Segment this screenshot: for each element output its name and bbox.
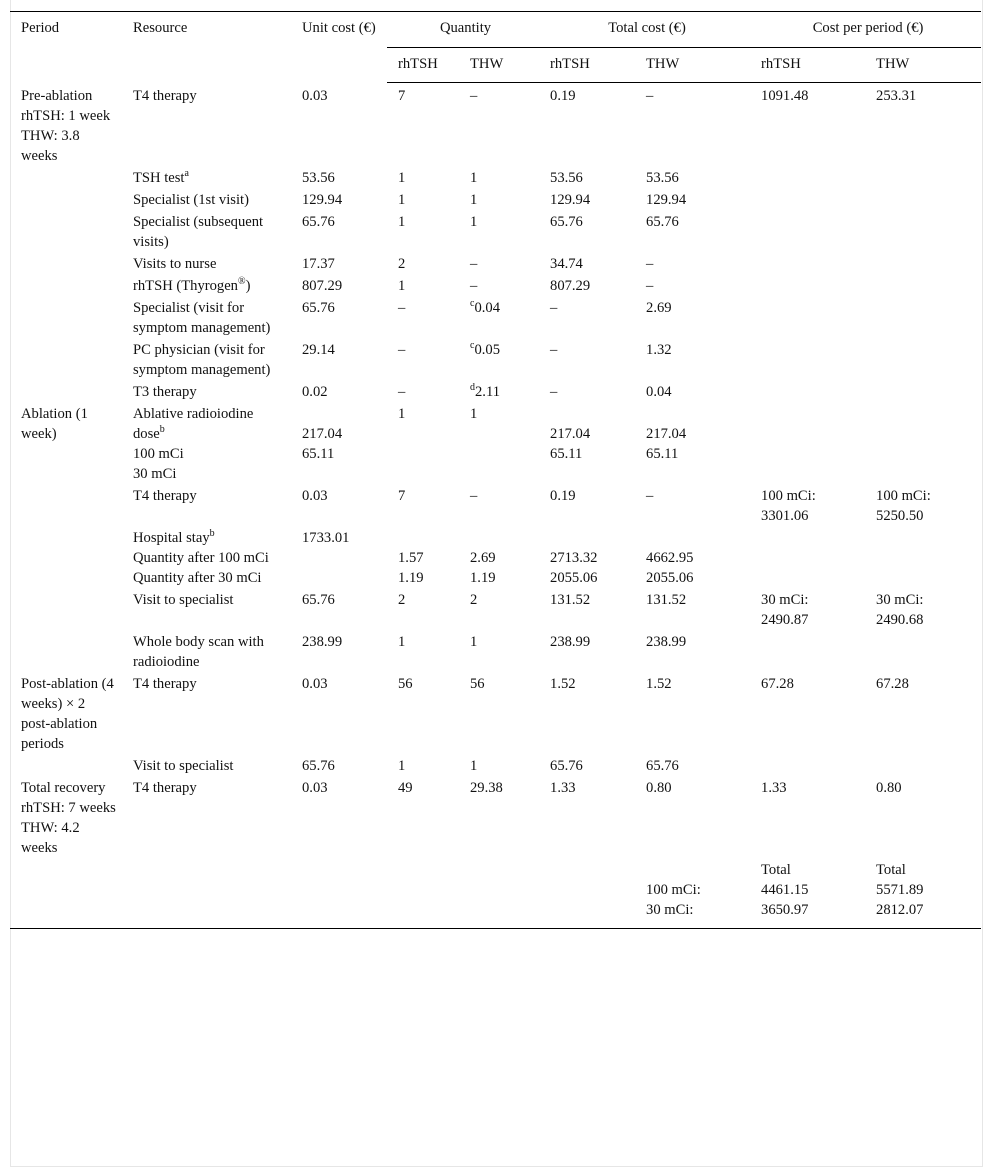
unit-cost-cell: 65.76 [302, 299, 335, 316]
table-row [10, 756, 981, 778]
footnote-marker: b [159, 423, 165, 435]
quantity-rhtsh-cell: 1.57 1.19 [398, 549, 424, 586]
table-row [10, 674, 981, 756]
resource-cell: Ablative radioiodine dose$^b$ 100 mCi 30 mCi [133, 405, 254, 482]
resource-cell: T4 therapy [133, 87, 197, 104]
table-row [10, 340, 981, 382]
registered-mark: ® [237, 275, 246, 287]
period-cost-thw-cell: 253.31 [876, 88, 917, 104]
quantity-thw-cell: 1 [470, 757, 478, 774]
table-row [10, 528, 981, 590]
quantity-thw-cell: 2.69 1.19 [470, 549, 496, 586]
table-row [10, 632, 981, 674]
table-row [10, 83, 981, 168]
header-resource: Resource [122, 12, 291, 83]
period-cost-rhtsh-cell: 1.33 [761, 779, 787, 796]
total-thw-cell: 2.69 [646, 299, 672, 316]
period-total-recovery: Total recovery rhTSH: 7 weeks [21, 779, 116, 816]
unit-cost-cell: 129.94 [302, 191, 343, 208]
table-row [10, 486, 981, 528]
quantity-thw-cell: 29.38 [470, 779, 503, 796]
total-thw-cell: – [646, 88, 654, 104]
unit-cost-cell: 807.29 [302, 277, 343, 294]
total-rhtsh-cell: 2713.32 2055.06 [550, 549, 598, 586]
resource-cell: Specialist (visit for symptom management) [133, 299, 271, 336]
quantity-thw-cell: – [470, 255, 478, 272]
period-cost-thw-cell: 67.28 [876, 675, 909, 692]
resource-cell: Specialist (subsequent visits) [133, 213, 264, 250]
total-rhtsh-cell: 53.56 [550, 169, 583, 186]
quantity-thw-cell: 1 [470, 405, 478, 422]
quantity-thw-cell: – [470, 277, 478, 294]
footnote-marker: b [209, 527, 215, 539]
total-rhtsh-cell: 34.74 [550, 255, 583, 272]
total-thw-cell: 1.52 [646, 675, 672, 692]
quantity-thw-cell: 1 [470, 169, 478, 186]
total-rhtsh-cell: 807.29 [550, 277, 591, 294]
period-cost-rhtsh-cell: 100 mCi: 3301.06 [761, 487, 816, 524]
resource-cell: TSH test$^a$ [133, 167, 189, 186]
total-thw-cell: 238.99 [646, 633, 687, 650]
table-row [10, 168, 981, 190]
header-quantity: Quantity [387, 12, 539, 48]
total-thw-cell: – [646, 277, 654, 294]
header-row [10, 12, 981, 48]
total-thw-cell: – [646, 255, 654, 272]
period-cost-rhtsh-cell: 67.28 [761, 675, 794, 692]
table-row [10, 298, 981, 340]
total-thw-cell: – [646, 487, 654, 504]
quantity-thw-cell: $^c$0.05 [470, 339, 500, 358]
header-total-cost: Total cost (€) [539, 12, 750, 48]
total-rhtsh-cell: 0.19 [550, 88, 576, 104]
unit-cost-cell: 0.02 [302, 383, 328, 400]
quantity-thw-cell: 1 [470, 213, 478, 230]
period-cost-thw-cell: 30 mCi: 2490.68 [876, 591, 924, 628]
quantity-rhtsh-cell: 2 [398, 255, 406, 272]
subheader-quantity-rhtsh: rhTSH [387, 48, 459, 83]
subheader-period-rhtsh: rhTSH [750, 48, 865, 83]
quantity-rhtsh-cell: 56 [398, 675, 413, 692]
total-thw-cell: 65.76 [646, 757, 679, 774]
total-rhtsh-cell: 238.99 [550, 633, 591, 650]
footnote-marker: d [470, 381, 475, 393]
unit-cost-cell: 0.03 [302, 87, 328, 104]
unit-cost-cell: 29.14 [302, 341, 335, 358]
total-thw-cell: 0.80 [646, 779, 672, 796]
table-row [10, 212, 981, 254]
resource-cell: Whole body scan with radioiodine [133, 633, 264, 670]
unit-cost-cell: 0.03 [302, 487, 328, 504]
resource-cell: Visit to specialist [133, 757, 234, 774]
resource-cell: Visits to nurse [133, 255, 217, 272]
footnote-marker: c [470, 297, 475, 309]
total-rhtsh-cell: 131.52 [550, 591, 591, 608]
unit-cost-cell: 65.76 [302, 213, 335, 230]
resource-cell: Visit to specialist [133, 591, 234, 608]
unit-cost-cell: 217.04 65.11 [302, 425, 343, 462]
resource-cell: Specialist (1st visit) [133, 191, 249, 208]
unit-cost-cell: 65.76 [302, 757, 335, 774]
quantity-rhtsh-cell: 1 [398, 277, 406, 294]
header-period: Period [10, 12, 122, 83]
total-rhtsh-cell: 1.33 [550, 779, 576, 796]
quantity-rhtsh-cell: 1 [398, 405, 406, 422]
total-rhtsh-cell: 129.94 [550, 191, 591, 208]
quantity-thw-cell: $^c$0.04 [470, 297, 500, 316]
resource-cell: T3 therapy [133, 383, 197, 400]
total-thw-cell: 131.52 [646, 591, 687, 608]
unit-cost-cell: 238.99 [302, 633, 343, 650]
unit-cost-cell: 0.03 [302, 675, 328, 692]
total-rhtsh-cell: 217.04 65.11 [550, 425, 591, 462]
quantity-rhtsh-cell: 7 [398, 487, 406, 504]
quantity-rhtsh-cell: 2 [398, 591, 406, 608]
quantity-rhtsh-cell: – [398, 341, 406, 358]
quantity-rhtsh-cell: 1 [398, 757, 406, 774]
total-thw-cell: 65.76 [646, 213, 679, 230]
cost-table [10, 11, 981, 929]
footnote-marker: c [470, 339, 475, 351]
quantity-thw-cell: $^d$2.11 [470, 381, 500, 400]
table-row [10, 254, 981, 276]
total-thw-cell: 0.04 [646, 383, 672, 400]
quantity-rhtsh-cell: 1 [398, 169, 406, 186]
resource-cell: T4 therapy [133, 675, 197, 692]
quantity-rhtsh-cell: – [398, 299, 406, 316]
header-cost-per-period: Cost per period (€) [750, 12, 981, 48]
period-cell [10, 83, 122, 168]
total-rhtsh-cell: 1.52 [550, 675, 576, 692]
period-cost-rhtsh-cell: 30 mCi: 2490.87 [761, 591, 809, 628]
resource-cell: T4 therapy [133, 487, 197, 504]
table-row [10, 276, 981, 298]
unit-cost-cell: 65.76 [302, 591, 335, 608]
period-cost-thw-cell: 100 mCi: 5250.50 [876, 487, 931, 524]
unit-cost-cell: 17.37 [302, 255, 335, 272]
subheader-quantity-thw: THW [459, 48, 539, 83]
total-rhtsh-cell: – [550, 341, 558, 358]
total-rhtsh-cell: – [550, 383, 558, 400]
grand-total-thw-cell: Total 5571.89 2812.07 [865, 860, 981, 929]
quantity-rhtsh-cell: 49 [398, 779, 413, 796]
total-row [10, 860, 981, 929]
resource-cell: PC physician (visit for symptom management) [133, 341, 271, 378]
total-rhtsh-cell: 0.19 [550, 487, 576, 504]
table-row [10, 382, 981, 404]
quantity-thw-cell: 2 [470, 591, 478, 608]
table-row [10, 404, 981, 486]
period-cell [10, 778, 122, 860]
grand-total-rhtsh-cell: Total 4461.15 3650.97 [750, 860, 865, 929]
period-cost-rhtsh-cell: 1091.48 [761, 88, 809, 104]
quantity-thw-cell: 56 [470, 675, 485, 692]
quantity-thw-cell: – [470, 88, 478, 104]
table-row [10, 590, 981, 632]
period-total-recovery-thw: THW: 4.2 weeks [21, 819, 80, 856]
quantity-thw-cell: – [470, 487, 478, 504]
total-rhtsh-cell: – [550, 299, 558, 316]
resource-cell: rhTSH (Thyrogen®) [133, 275, 251, 294]
total-thw-cell: 129.94 [646, 191, 687, 208]
total-thw-cell: 4662.95 2055.06 [646, 549, 694, 586]
footnote-marker: a [184, 167, 189, 179]
total-thw-cell: 217.04 65.11 [646, 425, 687, 462]
period-cost-thw-cell: 0.80 [876, 779, 902, 796]
period-pre-ablation: Pre-ablation rhTSH: 1 week [21, 87, 111, 124]
period-pre-ablation-thw: THW: 3.8 weeks [21, 127, 80, 164]
unit-cost-cell: 1733.01 [302, 529, 350, 546]
unit-cost-cell: 53.56 [302, 169, 335, 186]
subheader-total-rhtsh: rhTSH [539, 48, 635, 83]
period-ablation: Ablation (1 week) [21, 405, 88, 442]
subheader-total-thw: THW [635, 48, 750, 83]
quantity-rhtsh-cell: – [398, 383, 406, 400]
table-row [10, 190, 981, 212]
table-row [10, 778, 981, 860]
quantity-rhtsh-cell: 7 [398, 88, 406, 104]
quantity-thw-cell: 1 [470, 191, 478, 208]
unit-cost-cell: 0.03 [302, 779, 328, 796]
total-labels-cell: 100 mCi: 30 mCi: [635, 860, 750, 929]
total-thw-cell: 53.56 [646, 169, 679, 186]
subheader-period-thw: THW [865, 48, 981, 83]
quantity-rhtsh-cell: 1 [398, 213, 406, 230]
total-rhtsh-cell: 65.76 [550, 757, 583, 774]
quantity-rhtsh-cell: 1 [398, 191, 406, 208]
period-post-ablation: Post-ablation (4 weeks) × 2 post-ablation periods [21, 675, 114, 752]
resource-cell: T4 therapy [133, 779, 197, 796]
total-rhtsh-cell: 65.76 [550, 213, 583, 230]
quantity-rhtsh-cell: 1 [398, 633, 406, 650]
header-unit-cost: Unit cost (€) [291, 12, 387, 83]
total-thw-cell: 1.32 [646, 341, 672, 358]
quantity-thw-cell: 1 [470, 633, 478, 650]
resource-cell: Hospital stay$^b$ Quantity after 100 mCi Quantity after 30 mCi [133, 527, 269, 586]
